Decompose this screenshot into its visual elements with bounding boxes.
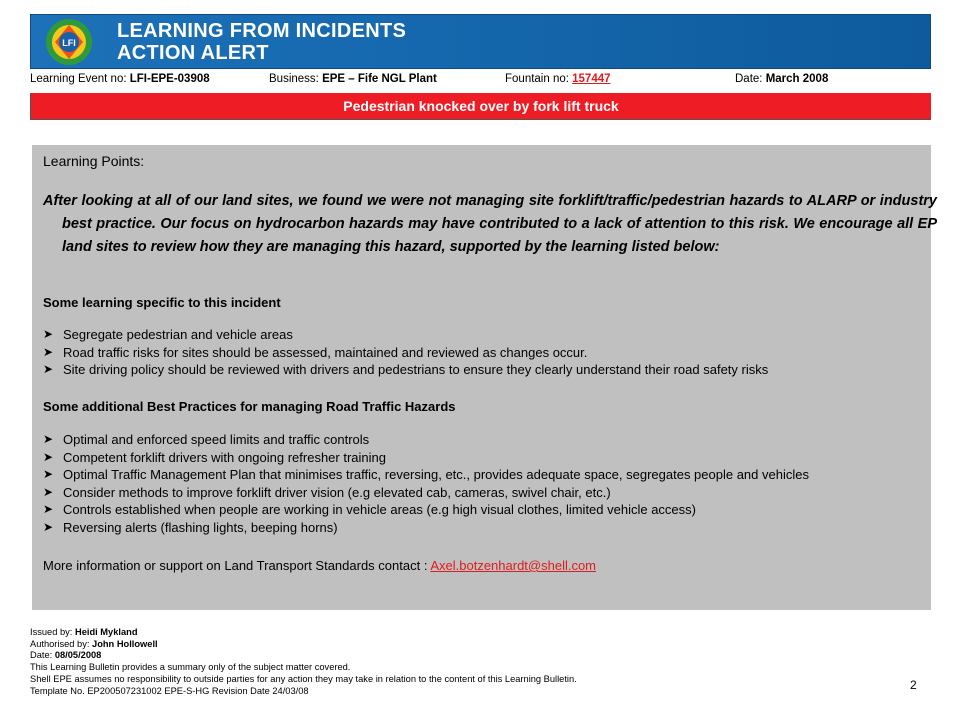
footer-template-no: Template No. EP200507231002 EPE-S-HG Revision Date 24/03/08	[30, 685, 309, 696]
footer-disclaimer: Shell EPE assumes no responsibility to outside parties for any action they may take in relation to the content of this Learning Bulletin.	[30, 673, 577, 684]
learning-points-paragraph: After looking at all of our land sites, we found we were not managing site forklift/traffic/pedestrian hazards to ALARP or industry best practice. Our focus on hydrocarbon hazards may have contributed to a lack of attention to this risk. We encourage all EP land sites to review how they are managing this hazard, supported by the learning listed below:	[43, 193, 937, 255]
logo-text: LFI	[62, 38, 76, 48]
page-number: 2	[910, 678, 917, 692]
arrow-bullet-icon: ➤	[43, 327, 54, 341]
business	[269, 73, 437, 85]
contact-text: More information or support on Land Transport Standards contact :	[43, 558, 428, 573]
arrow-bullet-icon: ➤	[43, 484, 54, 499]
list-item: ➤ Consider methods to improve forklift driver vision (e.g elevated cab, cameras, swivel chair, etc.)	[43, 484, 611, 500]
arrow-bullet-icon: ➤	[43, 432, 54, 446]
info-row	[30, 73, 931, 89]
fountain-link[interactable]: 157447	[572, 73, 611, 85]
date	[735, 73, 828, 85]
list-item: ➤ Controls established when people are working in vehicle areas (e.g high visual clothes, limited vehicle access)	[43, 502, 696, 517]
authorised-by: Authorised by: John Hollowell	[30, 638, 158, 649]
learning-points-heading: Learning Points:	[43, 153, 145, 169]
banner-line2: ACTION ALERT	[117, 42, 269, 64]
specific-learning-list	[43, 326, 768, 379]
list-item: ➤ Site driving policy should be reviewed with drivers and pedestrians to ensure they clearly understand their road safety risks	[43, 362, 769, 377]
incident-title: Pedestrian knocked over by fork lift truck	[30, 93, 931, 120]
issue-date: Date: 08/05/2008	[30, 650, 102, 661]
list-item: ➤ Reversing alerts (flashing lights, beeping horns)	[43, 519, 338, 535]
business-label: Business:	[269, 73, 319, 85]
banner-line1: LEARNING FROM INCIDENTS	[117, 20, 407, 42]
contact-line	[43, 558, 596, 573]
best-practices-heading: Some additional Best Practices for managing Road Traffic Hazards	[43, 399, 456, 414]
learning-event	[30, 73, 210, 85]
date-label: Date:	[735, 73, 763, 85]
lfi-logo-icon	[41, 17, 101, 67]
list-item: ➤ Optimal and enforced speed limits and traffic controls	[43, 432, 370, 447]
contact-email-link[interactable]: Axel.botzenhardt@shell.com	[430, 558, 597, 573]
arrow-bullet-icon: ➤	[43, 449, 54, 464]
list-item: ➤ Competent forklift drivers with ongoing refresher training	[43, 449, 386, 465]
list-item: ➤ Segregate pedestrian and vehicle areas	[43, 327, 293, 342]
arrow-bullet-icon: ➤	[43, 502, 54, 516]
arrow-bullet-icon: ➤	[43, 519, 54, 534]
arrow-bullet-icon: ➤	[43, 344, 54, 359]
banner-title	[117, 20, 406, 64]
list-item: ➤ Optimal Traffic Management Plan that minimises traffic, reversing, etc., provides adequate space, segregates people and vehicles	[43, 467, 809, 482]
footer-summary-note: This Learning Bulletin provides a summary only of the subject matter covered.	[30, 662, 351, 673]
date-value: March 2008	[765, 73, 829, 85]
best-practices-list	[43, 431, 809, 536]
learning-event-value: LFI-EPE-03908	[129, 73, 210, 85]
arrow-bullet-icon: ➤	[43, 467, 54, 481]
fountain-label: Fountain no:	[505, 73, 569, 85]
arrow-bullet-icon: ➤	[43, 362, 54, 376]
learning-event-label: Learning Event no:	[30, 73, 127, 85]
content-panel	[32, 145, 937, 610]
business-value: EPE – Fife NGL Plant	[322, 73, 437, 85]
list-item: ➤ Road traffic risks for sites should be assessed, maintained and reviewed as changes occur.	[43, 344, 588, 360]
specific-learning-heading: Some learning specific to this incident	[43, 295, 281, 310]
issued-by: Issued by: Heidi Mykland	[30, 627, 138, 637]
header-banner	[30, 14, 931, 69]
footer	[30, 627, 577, 697]
fountain	[505, 73, 611, 85]
